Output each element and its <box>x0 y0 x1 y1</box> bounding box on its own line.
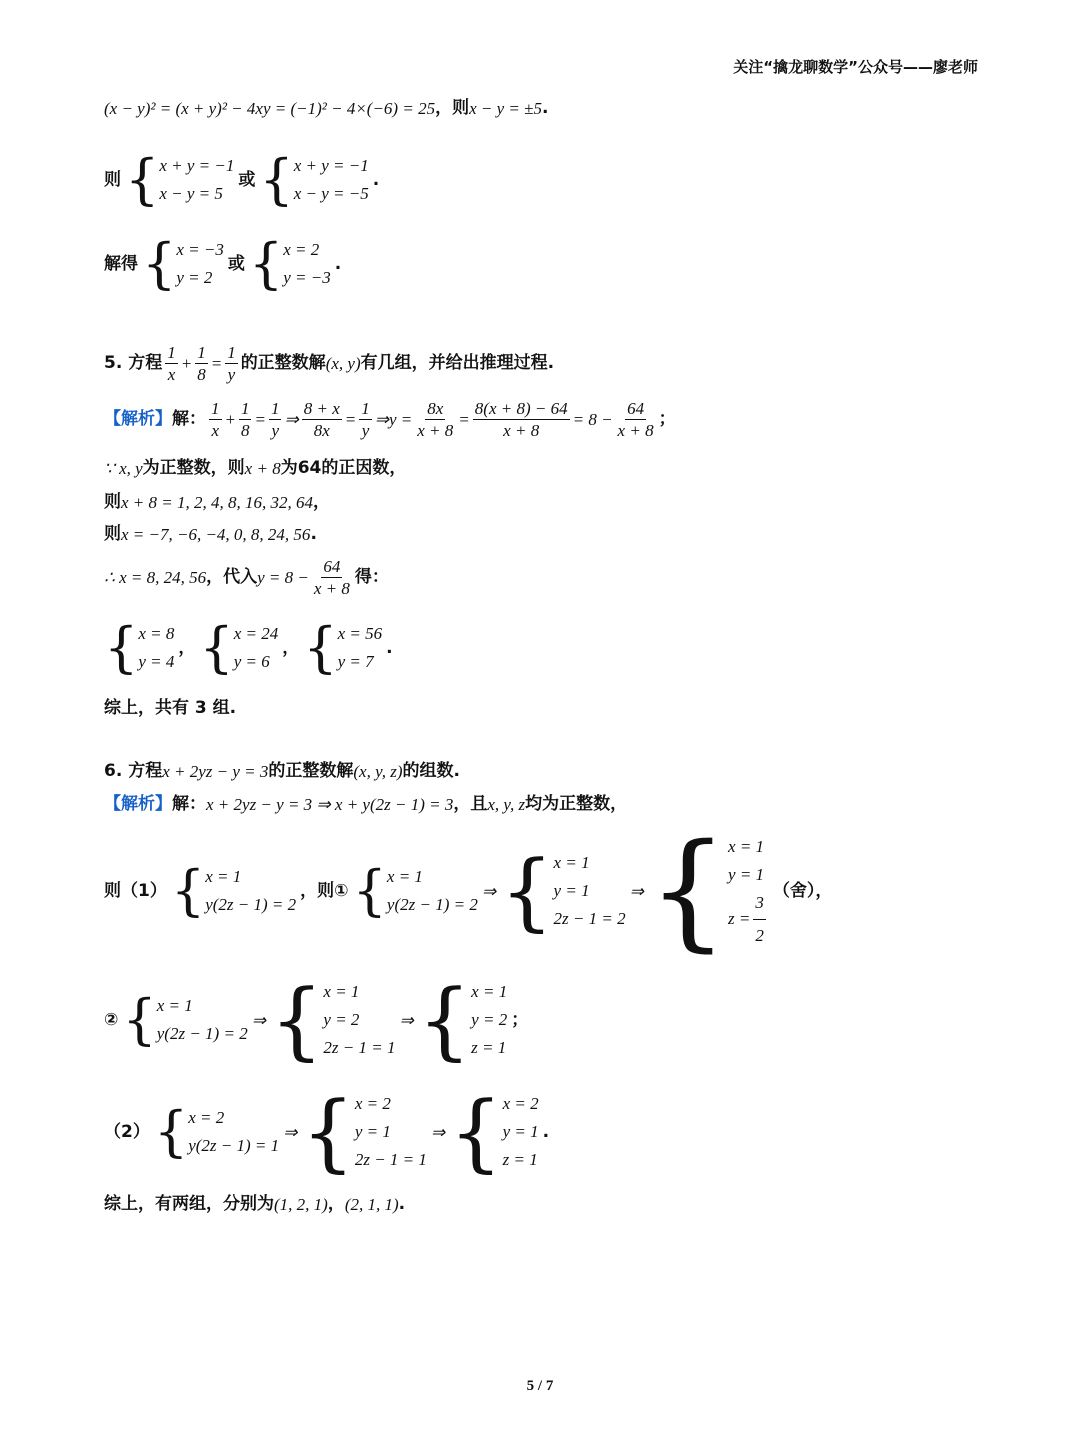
answer-5-line5: ∴ x = 8, 24, 56 ，代入 y = 8 − $\frac{64}{x + 8}$ 得： <box>104 557 389 598</box>
p4-mid: ，则 <box>435 98 470 118</box>
q5-number: 5. 方程 <box>104 353 163 373</box>
answer-5-line3: 则 x + 8 = 1, 2, 4, 8, 16, 32, 64 ， <box>104 492 330 512</box>
answer-6-case2: （2） { x = 2 y(2z − 1) = 1 ⇒ { x = 2 y = 1 2z − 1 = 1 ⇒ { x = 2 y = 1 z = 1 . <box>104 1083 550 1181</box>
answer-6-case1b: ② { x = 1 y(2z − 1) = 2 ⇒ { x = 1 y = 2 2z − 1 = 1 ⇒ { x = 1 y = 2 z = 1 ； <box>104 971 529 1069</box>
p4-line3: 解得 { x = −3 y = 2 或 { x = 2 y = −3 . <box>104 232 342 295</box>
solution-b: { x = 2 y = −3 <box>248 232 331 295</box>
analysis-tag: 【解析】 <box>104 409 172 429</box>
answer-5-summary: 综上，共有 3 组. <box>104 698 237 718</box>
p4-line2: 则 { x + y = −1 x − y = 5 或 { x + y = −1 x − y = −5 . <box>104 148 380 211</box>
p4-line1 <box>104 100 548 117</box>
answer-5-line2: ∵ x, y 为正整数，则 x + 8 为 64 的正因数， <box>104 458 407 478</box>
system-a: { x + y = −1 x − y = 5 <box>125 148 235 211</box>
answer-6-case1: 则（1） { x = 1 y(2z − 1) = 2 ，则① { x = 1 y(2z − 1) = 2 ⇒ { x = 1 y = 1 2z − 1 = 2 ⇒ { x = 1 y = 1 z = $\frac{3}{2}$ （舍）， <box>104 817 833 964</box>
page-number: 5 / 7 <box>526 1378 554 1394</box>
p4-ze: 则 <box>104 169 121 190</box>
p4-equation: (x − y)² = (x + y)² − 4xy = (−1)² − 4×(−6) = 25 <box>104 99 436 118</box>
system-b: { x + y = −1 x − y = −5 <box>259 148 369 211</box>
p4-end: . <box>541 98 549 118</box>
answer-6-line1: 【解析】 解： x + 2yz − y = 3 ⇒ x + y(2z − 1) = 3 ，且 x, y, z 均为正整数， <box>104 794 628 814</box>
answer-5-solutions: { x = 8 y = 4 ， { x = 24 y = 6 ， { x = 56 y = 7 . <box>104 616 393 679</box>
answer-5-line1: 【解析】 解： $\frac{1}{x}$ + $\frac{1}{8}$ = $\frac{1}{y}$ ⇒ $\frac{8 + x}{8x}$ = $\frac{1}{y}$ ⇒ y = $\frac{8x}{x + 8}$ = $\frac{8(x + 8) - 64}{x + 8}$ = 8 − $\frac{64}{x + 8}$ ； <box>104 399 676 440</box>
question-5: 5. 方程 $\frac{1}{x}$ + $\frac{1}{8}$ = $\frac{1}{y}$ 的正整数解 (x, y) 有几组，并给出推理过程. <box>104 343 555 384</box>
answer-6-summary: 综上，有两组，分别为 (1, 2, 1) ， (2, 1, 1) . <box>104 1194 406 1214</box>
answer-5-line4: 则 x = −7, −6, −4, 0, 8, 24, 56 . <box>104 524 317 544</box>
p4-jiede: 解得 <box>104 253 138 274</box>
question-6: 6. 方程 x + 2yz − y = 3 的正整数解 (x, y, z) 的组数. <box>104 761 460 781</box>
q6-number: 6. 方程 <box>104 761 163 781</box>
q5-pair: (x, y) <box>325 354 361 373</box>
solution-a: { x = −3 y = 2 <box>142 232 224 295</box>
p4-or: 或 <box>238 169 256 190</box>
p4-result: x − y = ±5 <box>469 99 542 118</box>
page-header: 关注“擒龙聊数学”公众号——廖老师 <box>733 58 978 76</box>
